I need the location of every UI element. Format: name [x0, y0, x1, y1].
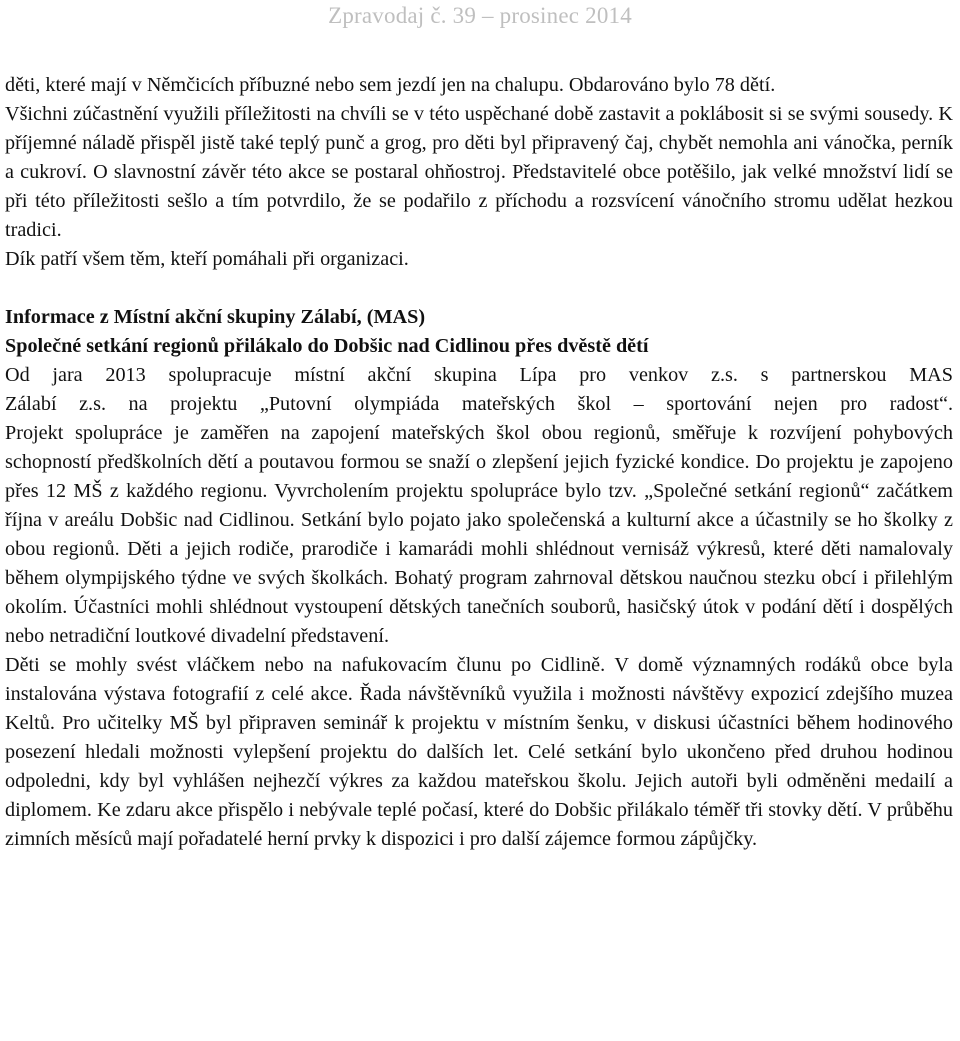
page-header: Zpravodaj č. 39 – prosinec 2014	[328, 3, 632, 28]
section-spacer	[5, 274, 953, 303]
intro-paragraph-1: děti, které mají v Němčicích příbuzné nebo sem jezdí jen na chalupu. Obdarováno bylo 78 dětí.	[5, 74, 776, 96]
intro-paragraph-3: Dík patří všem těm, kteří pomáhali při organizaci.	[5, 248, 409, 270]
article-paragraph-2: Děti se mohly svést vláčkem nebo na nafukovacím člunu po Cidlině. V domě významných rodáků obce byla instalována výstava fotografií z celé akce. Řada návštěvníků využila i možnosti návštěvy expozicí zdejšího muzea Keltů. Pro učitelky MŠ byl připraven seminář k projektu v místním šenku, v diskusi účastníci během hodinového posezení hledali možnosti vylepšení projektu do dalších let. Celé setkání bylo ukončeno před druhou hodinou odpoledni, kdy byl vyhlášen nejhezčí výkres za každou mateřskou školu. Jejich autoři byli odměněni medailí a diplomem. Ke zdaru akce přispělo i nebývale teplé počasí, které do Dobšic přilákalo téměř tři stovky dětí. V průběhu zimních měsíců mají pořadatelé herní prvky k dispozici i pro další zájemce formou zápůjčky.	[5, 654, 953, 850]
article-paragraph-1: Projekt spolupráce je zaměřen na zapojení mateřských škol obou regionů, směřuje k rozvíjení pohybových schopností předškolních dětí a poutavou formou se snaží o zlepšení jejich fyzické kondice. Do projektu je zapojeno přes 12 MŠ z každého regionu. Vyvrcholením projektu spolupráce bylo tzv. „Společné setkání regionů“ začátkem října v areálu Dobšic nad Cidlinou. Setkání bylo pojato jako společenská a kulturní akce a účastnily se ho školky z obou regionů. Děti a jejich rodiče, prarodiče i kamarádi mohli shlédnout vernisáž výkresů, které děti namalovaly během olympijského týdne ve svých školkách. Bohatý program zahrnoval dětskou naučnou stezku obcí i přilehlým okolím. Účastníci mohli shlédnout vystoupení dětských tanečních souborů, hasičský útok v podání dětí i dospělých nebo netradiční loutkové divadelní představení.	[5, 422, 953, 647]
document-body	[5, 71, 953, 854]
section-heading: Informace z Místní akční skupiny Zálabí, (MAS)	[5, 306, 426, 328]
article-lead-line-2: Zálabí z.s. na projektu „Putovní olympiáda mateřských škol – sportování nejen pro radost“.	[5, 393, 953, 415]
article-title: Společné setkání regionů přilákalo do Dobšic nad Cidlinou přes dvěstě dětí	[5, 335, 649, 357]
article-lead-line-1: Od jara 2013 spolupracuje místní akční skupina Lípa pro venkov z.s. s partnerskou MAS	[5, 364, 953, 386]
intro-paragraph-2: Všichni zúčastnění využili příležitosti na chvíli se v této uspěchané době zastavit a poklábosit si se svými sousedy. K příjemné náladě přispěl jistě také teplý punč a grog, pro děti byl připravený čaj, chybět nemohla ani vánočka, perník a cukroví. O slavnostní závěr této akce se postaral ohňostroj. Představitelé obce potěšilo, jak velké množství lidí se při této příležitosti sešlo a tím potvrdilo, že se podařilo z příchodu a rozsvícení vánočního stromu udělat hezkou tradici.	[5, 103, 953, 241]
